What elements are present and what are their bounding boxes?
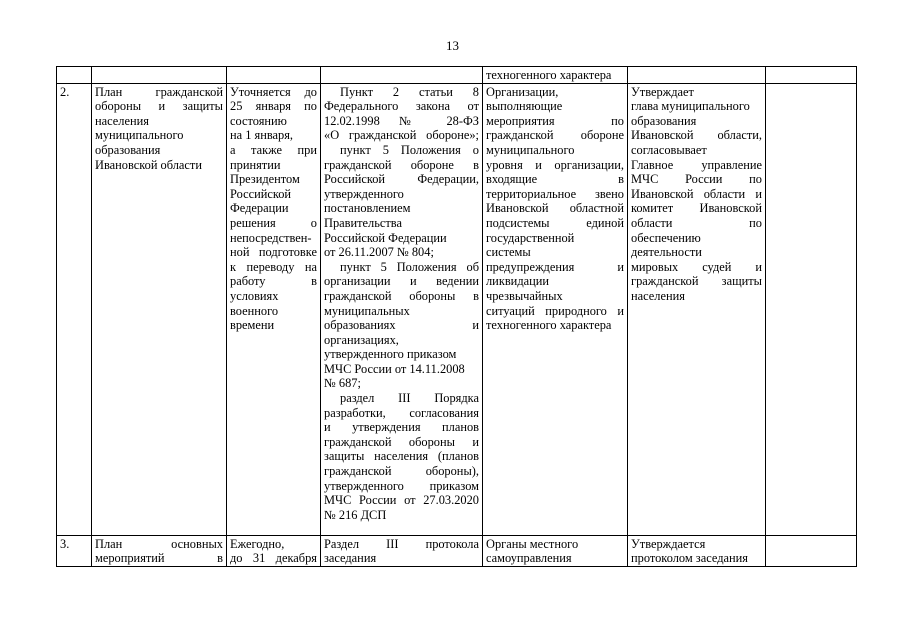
term-cell [227,83,321,535]
cell-line: защиты населения (планов [324,449,479,464]
cell-line: техногенного характера [486,68,612,82]
cell-line: Пункт 2 статьи 8 [340,84,479,99]
cell-line: Организации, [486,84,559,99]
cell-line: гражданской защиты [631,274,762,289]
term-cell [227,67,321,84]
cell-line: Российской Федерации, [324,172,479,187]
cell-line: условиях [230,288,279,303]
cell-line: деятельности [631,245,702,260]
cell-line: раздел III Порядка [340,391,479,406]
cell-line: гражданской обороны), [324,464,479,479]
cell-line: работу в [230,274,317,289]
cell-line: организациях, [324,332,399,347]
cell-line: образования [95,142,161,157]
cell-line: состоянию [230,113,287,128]
cell-line: области по [631,215,762,230]
cell-line: от 26.11.2007 № 804; [324,245,434,260]
cell-line: принятии [230,157,281,172]
row-number [57,67,92,84]
cell-line: а также при [230,142,317,157]
executor-cell [483,535,628,566]
cell-line: гражданской обороны в [324,288,479,303]
cell-line: Правительства [324,215,402,230]
cell-line: План гражданской [95,84,223,99]
table-row [57,535,857,566]
executor-cell [483,67,628,84]
cell-line: глава муниципального [631,99,750,114]
approval-cell [628,83,766,535]
cell-line: Главное управление [631,157,762,172]
cell-line: ликвидации [486,274,550,289]
cell-line: МЧС России от 14.11.2008 [324,361,465,376]
cell-line: предупреждения и [486,259,624,274]
plan-name-cell [92,83,227,535]
cell-line: к переводу на [230,259,317,274]
plan-name-cell [92,535,227,566]
document-table [56,66,857,567]
cell-line: Федерального закона от [324,99,479,114]
cell-line: Ивановской области и [631,186,762,201]
cell-line: решения о [230,215,317,230]
cell-line: образования [631,113,697,128]
cell-line: 12.02.1998 № 28-ФЗ [324,113,479,128]
cell-line: разработки, согласования [324,405,479,420]
cell-line: План основных [95,536,223,551]
cell-line: гражданской обороны и [324,434,479,449]
cell-line: Утверждает [631,84,694,99]
cell-line: подсистемы единой [486,215,624,230]
legal-basis-cell [321,67,483,84]
cell-line: образованиях и [324,318,479,333]
cell-line: на 1 января, [230,128,294,143]
cell-line: № 216 ДСП [324,507,387,522]
row-number: 2. [57,83,92,535]
cell-line: выполняющие [486,99,563,114]
cell-line: времени [230,318,275,333]
cell-line: ситуаций природного и [486,303,624,318]
cell-line: мировых судей и [631,259,762,274]
cell-line: Президентом [230,172,300,187]
term-cell [227,535,321,566]
cell-line: до 31 декабря [230,551,317,566]
cell-line: гражданской обороне в [324,157,479,172]
cell-line: «О гражданской обороне»; [324,128,479,143]
cell-line: Российской Федерации [324,230,447,245]
cell-line: постановлением [324,201,411,216]
cell-line: территориальное звено [486,186,624,201]
cell-line: утвержденного [324,186,404,201]
cell-line: МЧС России по [631,172,762,187]
cell-line: пункт 5 Положения о [340,142,479,157]
page-number: 13 [446,38,459,53]
cell-line: Утверждается [631,536,706,551]
cell-line: и утверждения планов [324,420,479,435]
cell-line: заседания [324,551,377,566]
cell-line: гражданской обороне [486,128,624,143]
cell-line: Ежегодно, [230,536,285,551]
cell-line: входящие в [486,172,624,187]
cell-line: мероприятий в [95,551,223,566]
cell-line: утвержденного приказом [324,478,479,493]
cell-line: населения [631,288,685,303]
cell-line: чрезвычайных [486,288,563,303]
cell-line: Российской [230,186,292,201]
note-cell [766,83,857,535]
cell-line: муниципальных [324,303,410,318]
cell-line: ной подготовке [230,245,317,260]
cell-line: организации и ведении [324,274,479,289]
cell-line: системы [486,245,531,260]
cell-line: Ивановской области [95,157,202,172]
approval-cell [628,535,766,566]
cell-line: мероприятия по [486,113,624,128]
legal-basis-cell [321,83,483,535]
row-number: 3. [57,535,92,566]
cell-line: обеспечению [631,230,701,245]
cell-line: техногенного характера [486,318,612,333]
cell-line: обороны и защиты [95,99,223,114]
cell-line: государственной [486,230,575,245]
cell-line: Уточняется до [230,84,317,99]
cell-line: муниципального [486,142,575,157]
note-cell [766,67,857,84]
legal-basis-cell [321,535,483,566]
cell-line: непосредствен- [230,230,312,245]
table-row [57,83,857,535]
cell-line: № 687; [324,376,361,391]
cell-line: утвержденного приказом [324,347,457,362]
cell-line: пункт 5 Положения об [340,259,479,274]
approval-cell [628,67,766,84]
cell-line: протоколом заседания [631,551,748,566]
cell-line: самоуправления [486,551,572,566]
cell-line: комитет Ивановской [631,201,762,216]
cell-line: Федерации [230,201,289,216]
cell-line: согласовывает [631,142,707,157]
note-cell [766,535,857,566]
cell-line: Органы местного [486,536,579,551]
cell-line: Ивановской области, [631,128,762,143]
cell-line: Ивановской областной [486,201,624,216]
cell-line: военного [230,303,279,318]
cell-line: Раздел III протокола [324,536,479,551]
cell-line: населения [95,113,149,128]
cell-line: уровня и организации, [486,157,624,172]
executor-cell [483,83,628,535]
cell-line: МЧС России от 27.03.2020 [324,493,479,508]
cell-line: 25 января по [230,99,317,114]
plan-name-cell [92,67,227,84]
cell-line: муниципального [95,128,184,143]
table-row [57,67,857,84]
